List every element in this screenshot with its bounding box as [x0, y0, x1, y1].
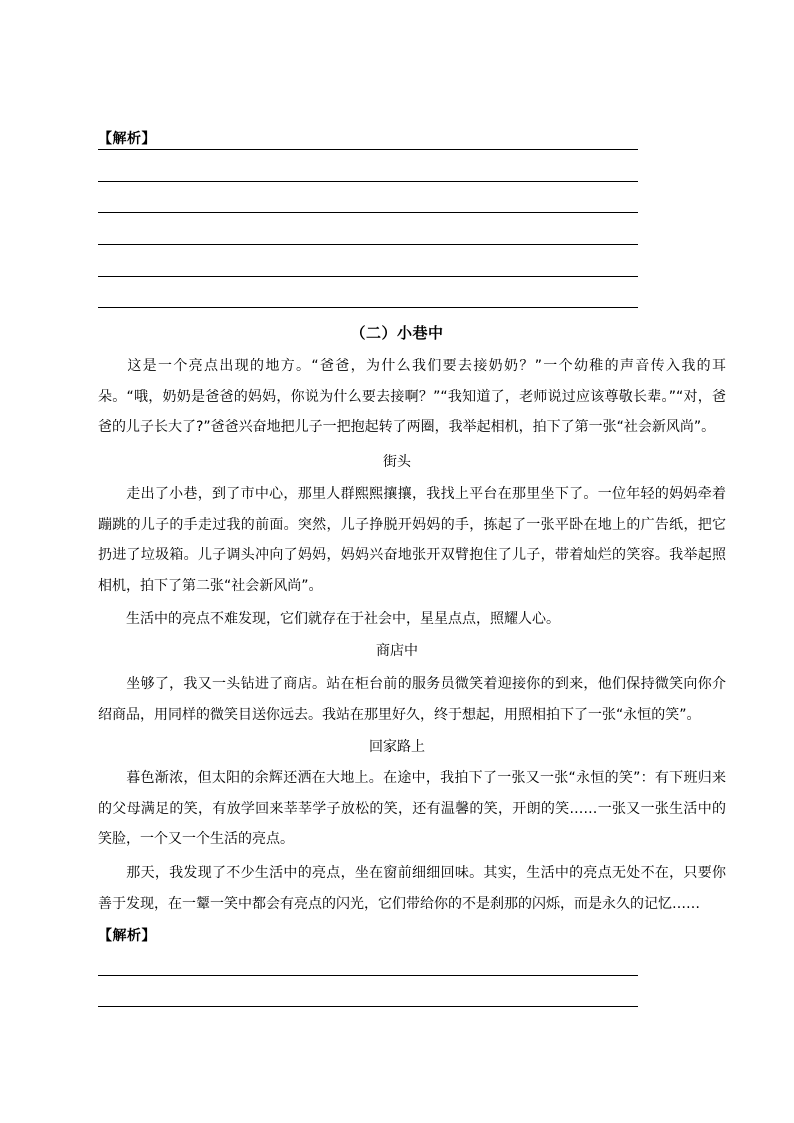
answer-line [98, 1006, 638, 1007]
analysis-label: 【解析】 [98, 928, 156, 944]
section-title: （二）小巷中 [350, 324, 444, 342]
subheading-shangdian: 商店中 [376, 643, 418, 659]
answer-line [98, 244, 638, 245]
answer-line [98, 181, 638, 182]
answer-line [98, 276, 638, 277]
answer-line [98, 149, 638, 150]
paragraph-huijia: 暮色渐浓，但太阳的余辉还洒在大地上。在途中，我拍下了一张又一张“永恒的笑”：有下班归来的父母满足的笑，有放学回来莘莘学子放松的笑，还有温馨的笑，开朗的笑……一张又一张生活中的笑脸，一个又一个生活的亮点。 [98, 770, 726, 847]
subheading-jietou: 街头 [383, 454, 411, 470]
answer-line [98, 307, 638, 308]
subheading-huijia: 回家路上 [369, 739, 425, 755]
answer-line [98, 212, 638, 213]
paragraph-jietou: 走出了小巷，到了市中心，那里人群熙熙攘攘，我找上平台在那里坐下了。一位年轻的妈妈牵着蹦跳的儿子的手走过我的前面。突然，儿子挣脱开妈妈的手，拣起了一张平卧在地上的广告纸，把它扔进了垃圾箱。儿子调头冲向了妈妈，妈妈兴奋地张开双臂抱住了儿子，带着灿烂的笑容。我举起照相机，拍下了第二张“社会新风尚”。 [98, 486, 726, 594]
paragraph-natian: 那天，我发现了不少生活中的亮点，坐在窗前细细回味。其实，生活中的亮点无处不在，只要你善于发现，在一颦一笑中都会有亮点的闪光，它们带给你的不是刹那的闪烁，而是永久的记忆…… [98, 865, 726, 912]
paragraph-xiaoxiang: 这是一个亮点出现的地方。“爸爸，为什么我们要去接奶奶？”一个幼稚的声音传入我的耳朵。“哦，奶奶是爸爸的妈妈，你说为什么要去接啊？”“我知道了，老师说过应该尊敬长辈。”“对，爸爸的儿子长大了?”爸爸兴奋地把儿子一把抱起转了两圈，我举起相机，拍下了第一张“社会新风尚”。 [98, 358, 726, 435]
paragraph-shenghuo: 生活中的亮点不难发现，它们就存在于社会中，星星点点，照耀人心。 [126, 611, 560, 627]
analysis-label: 【解析】 [98, 131, 156, 147]
answer-line [98, 975, 638, 976]
paragraph-shangdian: 坐够了，我又一头钻进了商店。站在柜台前的服务员微笑着迎接你的到来，他们保持微笑向你介绍商品，用同样的微笑目送你远去。我站在那里好久，终于想起，用照相拍下了一张“永恒的笑”。 [98, 676, 726, 723]
